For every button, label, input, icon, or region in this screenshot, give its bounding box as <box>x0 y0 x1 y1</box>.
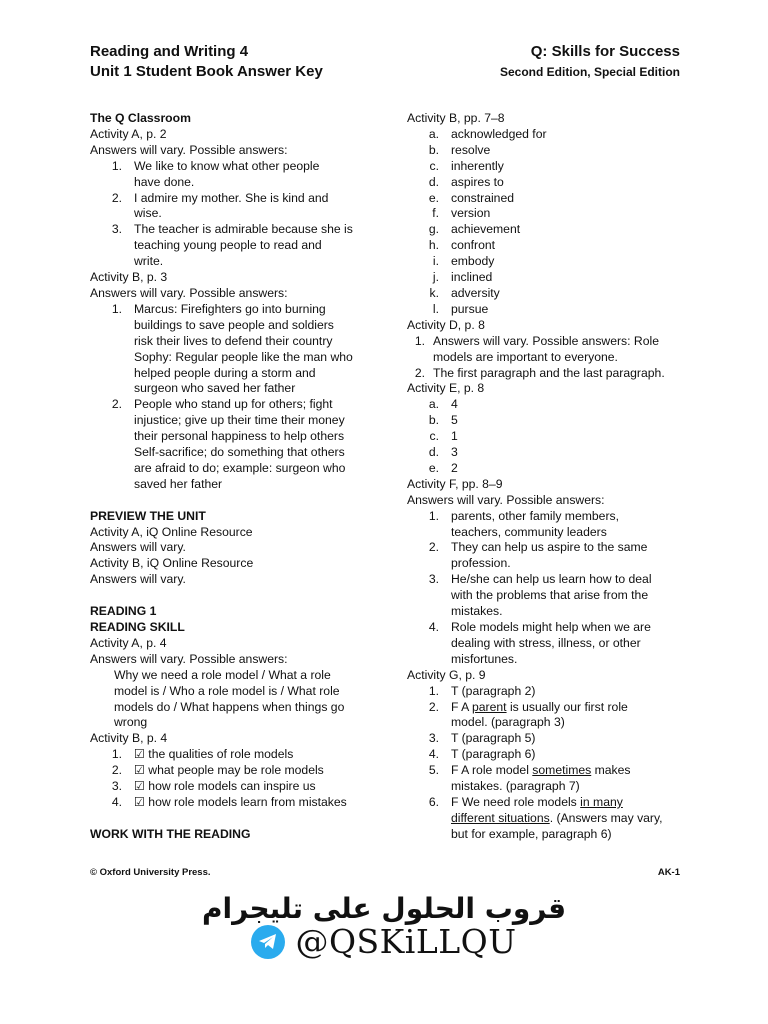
list-item: e. 2 <box>428 460 458 475</box>
activity-intro: Answers will vary. Possible answers: <box>90 142 288 157</box>
answer-list <box>407 397 697 477</box>
list-item: 2. ☑ what people may be role models <box>111 763 324 778</box>
book-title: Reading and Writing 4 <box>90 43 249 60</box>
list-item: d. aspires to <box>428 174 504 189</box>
list-item: h. confront <box>428 238 496 253</box>
activity-title: Activity A, p. 2 <box>90 126 167 141</box>
activity-title: Activity A, p. 4 <box>90 635 167 650</box>
activity-title: Activity F, pp. 8–9 <box>407 476 503 491</box>
list-item: e. constrained <box>428 190 515 205</box>
list-item: c. inherently <box>429 158 504 173</box>
section-heading: The Q Classroom <box>90 111 191 125</box>
vocab-list <box>407 127 697 318</box>
telegram-icon <box>251 925 285 959</box>
activity-intro: Answers will vary. Possible answers: <box>90 651 288 666</box>
list-item: 1. ☑ the qualities of role models <box>111 747 294 762</box>
list-item: 3. He/she can help us learn how to deal with the problems that arise from the mistakes. <box>428 572 652 619</box>
list-item: 1. parents, other family members, teachers, community leaders <box>428 508 619 539</box>
edition-title: Second Edition, Special Edition <box>499 65 680 79</box>
list-item: 1. Marcus: Firefighters go into burning buildings to save people and soldiers risk their lives to defend their country Sophy: Regular people like the man who helped people during a storm and surgeon who saved her father <box>111 301 353 396</box>
left-column <box>90 111 380 843</box>
list-item: i. embody <box>432 254 495 269</box>
list-item: 2. The first paragraph and the last paragraph. <box>414 365 665 380</box>
list-item: b. resolve <box>428 142 491 157</box>
list-item: a. acknowledged for <box>428 126 547 141</box>
list-item: d. 3 <box>428 445 458 460</box>
list-item: 2. I admire my mother. She is kind and wise. <box>111 190 329 221</box>
header-left <box>90 42 323 82</box>
list-item: 3. T (paragraph 5) <box>428 731 536 746</box>
list-item: 3. ☑ how role models can inspire us <box>111 779 316 794</box>
header-right <box>500 42 680 82</box>
activity-title: Activity B, p. 3 <box>90 270 168 285</box>
list-item: l. pursue <box>432 301 489 316</box>
list-item: k. adversity <box>429 285 500 300</box>
activity-title: Activity G, p. 9 <box>407 667 486 682</box>
list-item: f. version <box>432 206 491 221</box>
activity-title: Activity B, iQ Online Resource <box>90 556 254 571</box>
list-item: 2. They can help us aspire to the same profession. <box>428 540 648 571</box>
list-item: 1. We like to know what other people have done. <box>111 158 320 189</box>
list-item: 6. F We need role models in many different situations. (Answers may vary, but for example, paragraph 6) <box>428 794 663 841</box>
activity-title: Activity B, p. 4 <box>90 731 168 746</box>
list-item: 1. T (paragraph 2) <box>428 683 536 698</box>
list-item: 4. ☑ how role models learn from mistakes <box>111 794 347 809</box>
list-item: 3. The teacher is admirable because she is teaching young people to read and write. <box>111 222 353 269</box>
list-item: g. achievement <box>428 222 521 237</box>
series-title: Q: Skills for Success <box>530 43 680 60</box>
list-item: 1. Answers will vary. Possible answers: Role models are important to everyone. <box>414 333 659 364</box>
list-item: 2. F A parent is usually our first role model. (paragraph 3) <box>428 699 628 730</box>
copyright: © Oxford University Press. <box>90 867 211 878</box>
list-item: b. 5 <box>428 413 458 428</box>
list-item: 4. T (paragraph 6) <box>428 747 536 762</box>
section-heading: WORK WITH THE READING <box>90 826 251 841</box>
right-column <box>407 111 697 843</box>
promo-arabic-text: قروب الحلول على تليجرام <box>201 892 567 925</box>
page-number: AK-1 <box>657 867 680 878</box>
list-item: 2. People who stand up for others; fight injustice; give up their time their money their personal happiness to help others Self-sacrifice; do something that others are afraid to do; example: surgeon who saved her father <box>111 397 346 491</box>
activity-title: Activity E, p. 8 <box>407 381 485 396</box>
list-item: 4. Role models might help when we are dealing with stress, illness, or other misfortunes. <box>428 620 651 666</box>
answer-block: Why we need a role model / What a role model is / Who a role model is / What role models do / What happens when things go wrong <box>114 667 345 730</box>
section-heading: READING 1 <box>90 604 157 619</box>
list-item: j. inclined <box>432 270 493 285</box>
section-heading: PREVIEW THE UNIT <box>90 508 206 523</box>
activity-title: Activity B, pp. 7–8 <box>407 111 505 125</box>
activity-answer: Answers will vary. <box>90 572 186 587</box>
unit-title: Unit 1 Student Book Answer Key <box>90 63 323 80</box>
activity-intro: Answers will vary. Possible answers: <box>407 492 605 507</box>
list-item: 5. F A role model sometimes makes mistakes. (paragraph 7) <box>428 763 631 794</box>
activity-intro: Answers will vary. Possible answers: <box>90 285 288 300</box>
section-subheading: READING SKILL <box>90 619 185 634</box>
list-item: a. 4 <box>428 397 458 412</box>
activity-title: Activity A, iQ Online Resource <box>90 524 253 539</box>
list-item: c. 1 <box>429 429 458 444</box>
activity-title: Activity D, p. 8 <box>407 317 485 332</box>
activity-answer: Answers will vary. <box>90 540 186 555</box>
telegram-promo[interactable] <box>0 922 768 961</box>
telegram-handle[interactable]: @QSKiLLQU <box>295 922 517 961</box>
